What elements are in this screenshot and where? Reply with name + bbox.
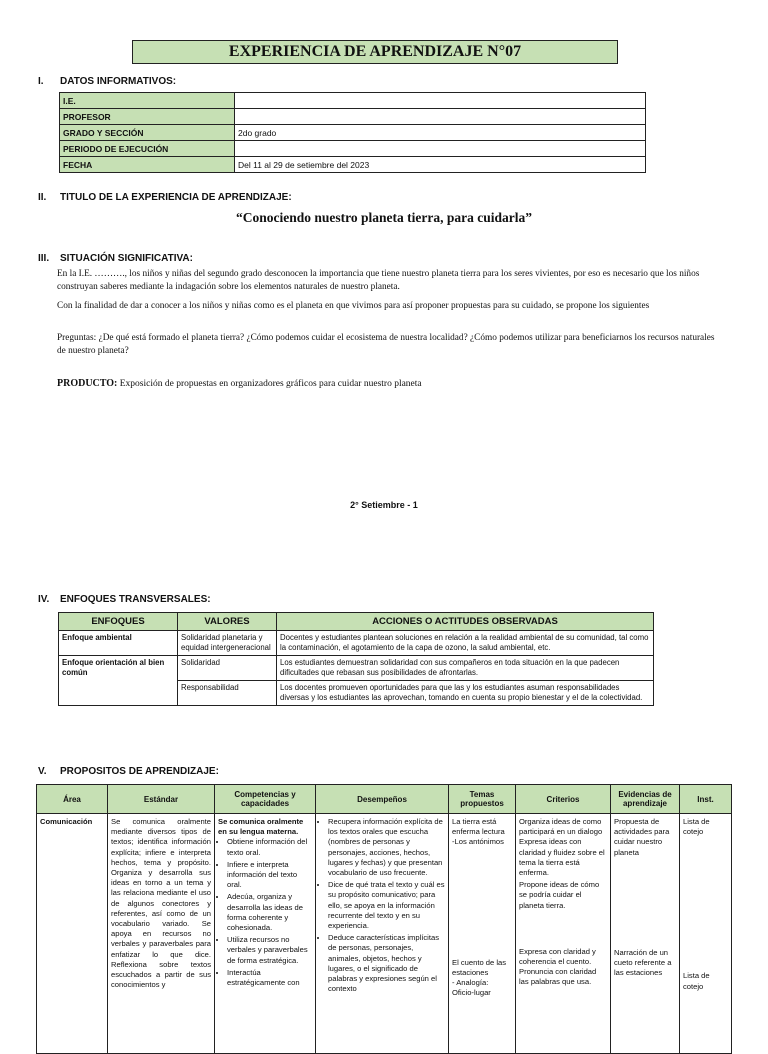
inst-cell [680, 814, 732, 1054]
info-value: 2do grado [235, 125, 646, 141]
list-item: • Infiere e interpreta información del texto oral. [227, 860, 312, 891]
table-row [60, 141, 646, 157]
criterio-item: Organiza ideas de como participará en un dialogo [519, 817, 603, 837]
criterio-item: Expresa ideas con claridad y fluidez sobre el tema la tierra está enferma. [519, 837, 605, 878]
list-item: • Adecúa, organiza y desarrolla las ideas de forma coherente y cohesionada. [227, 892, 312, 933]
list-item: • Dice de qué trata el texto y cuál es su propósito comunicativo; para ello, se apoya en la información recurrente del texto y en su experiencia. [328, 880, 445, 931]
accion-cell: Docentes y estudiantes plantean soluciones en relación a la realidad ambiental de su comunidad, tal como la contaminación, el agotamiento de la capa de ozono, la salud ambiental, etc. [277, 631, 654, 656]
tema-item: -Los antónimos [452, 837, 504, 847]
area-cell: Comunicación [37, 814, 108, 1054]
section-number: I. [38, 76, 44, 87]
table-row [37, 814, 732, 1054]
table-row [60, 93, 646, 109]
table-row [60, 109, 646, 125]
column-header: Temas propuestos [449, 785, 516, 814]
info-value [235, 93, 646, 109]
table-row [59, 656, 654, 681]
section-label: DATOS INFORMATIVOS: [60, 76, 177, 87]
column-header: Competencias y capacidades [215, 785, 316, 814]
table-row [60, 125, 646, 141]
tema-item: La tierra está enferma lectura [452, 817, 505, 837]
list-item: • Interactúa estratégicamente con [227, 968, 312, 988]
situation-paragraph-1: En la I.E. ………., los niños y niñas del segundo grado desconocen la importancia que tiene nuestro planeta tierra para los seres vivientes, por eso es necesario que los niños construyan saberes mediante la indagación sobre los elementos naturales de nuestro planeta. [57, 269, 700, 292]
experience-title: “Conociendo nuestro planeta tierra, para cuidarla” [236, 210, 532, 225]
estandar-cell: Se comunica oralmente mediante diversos tipos de textos; identifica información explícita; infiere e interpreta hechos, tema y propósito. Organiza y desarrolla sus ideas en torno a un tema y las relaciona mediante el uso de algunos conectores y referentes, así como de un vocabulario variado. Se apoya en recursos no verbales y paraverbales para enfatizar lo que dice. Reflexiona sobre textos escuchados a partir de sus conocimientos y [108, 814, 215, 1054]
column-header: Estándar [108, 785, 215, 814]
info-table [59, 92, 646, 173]
info-label: PERIODO DE EJECUCIÓN [60, 141, 235, 157]
document-title: EXPERIENCIA DE APRENDIZAJE N°07 [132, 40, 618, 64]
competencia-title: Se comunica oralmente en su lengua materna. [218, 817, 304, 837]
enfoque-cell: Enfoque ambiental [59, 631, 178, 656]
list-item: • Obtiene información del texto oral. [227, 837, 312, 857]
list-item: • Deduce características implícitas de personas, personajes, animales, objetos, hechos y lugares, o el significado de palabras y expresiones según el contexto [328, 933, 445, 994]
list-item: • Recupera información explícita de los textos orales que escucha (nombres de personas y personajes, acciones, hechos, lugares y fechas) y que presentan vocabulario de uso frecuente. [328, 817, 445, 878]
column-header: Desempeños [316, 785, 449, 814]
info-value [235, 141, 646, 157]
column-header: Inst. [680, 785, 732, 814]
situation-questions: Preguntas: ¿De qué está formado el planeta tierra? ¿Cómo podemos cuidar el ecosistema de nuestra localidad? ¿Cómo podemos utilizar para beneficiarnos los recursos naturales de nuestro planeta? [57, 333, 715, 356]
enfoques-table [58, 612, 654, 706]
inst-item: Lista de cotejo [683, 817, 710, 837]
situation-paragraph-2: Con la finalidad de dar a conocer a los niños y niñas como es el planeta en que vivimos para así proponer propuestas para su cuidado, se propone los siguientes [57, 301, 650, 311]
section-heading-1 [38, 76, 176, 87]
evidencia-item: Narración de un cueto referente a las estaciones [614, 947, 672, 978]
section-heading-2 [38, 192, 292, 203]
column-header: Área [37, 785, 108, 814]
criterio-item: Propone ideas de cómo se podría cuidar el planeta tierra. [519, 880, 600, 910]
propositos-table [36, 784, 732, 1054]
section-number: III. [38, 253, 50, 264]
section-label: PROPOSITOS DE APRENDIZAJE: [60, 766, 219, 777]
tema-item: - Analogía: [452, 978, 489, 988]
section-label: ENFOQUES TRANSVERSALES: [60, 594, 211, 605]
column-header: ACCIONES O ACTITUDES OBSERVADAS [277, 613, 654, 631]
inst-item: Lista de cotejo [683, 971, 710, 991]
accion-cell: Los estudiantes demuestran solidaridad con sus compañeros en toda situación en la que padecen dificultades que rebasan sus posibilidades de afrontarlas. [277, 656, 654, 681]
section-number: V. [38, 766, 47, 777]
info-label: GRADO Y SECCIÓN [60, 125, 235, 141]
desempenos-list [319, 817, 445, 994]
accion-cell: Los docentes promueven oportunidades para que las y los estudiantes asuman responsabilidades diversas y los estudiantes las aprovechan, tomando en cuenta su propio bienestar y el de la colectividad. [277, 681, 654, 706]
producto-line [57, 378, 422, 389]
list-item: • Utiliza recursos no verbales y paraverbales de forma estratégica. [227, 935, 312, 966]
enfoque-cell: Enfoque orientación al bien común [59, 656, 178, 706]
capacidades-list [218, 837, 312, 988]
temas-cell [449, 814, 516, 1054]
table-header-row [59, 613, 654, 631]
evidencia-item: Propuesta de actividades para cuidar nuestro planeta [614, 817, 670, 857]
info-label: I.E. [60, 93, 235, 109]
column-header: ENFOQUES [59, 613, 178, 631]
section-heading-4 [38, 594, 211, 605]
section-number: IV. [38, 594, 50, 605]
valor-cell: Solidaridad planetaria y equidad intergeneracional [178, 631, 277, 656]
criterios-cell [516, 814, 611, 1054]
table-header-row [37, 785, 732, 814]
desempenos-cell [316, 814, 449, 1054]
table-row [60, 157, 646, 173]
section-number: II. [38, 192, 47, 203]
column-header: VALORES [178, 613, 277, 631]
criterio-item: Expresa con claridad y coherencia el cuento. [519, 946, 596, 967]
tema-item: El cuento de las estaciones [452, 957, 507, 977]
valor-cell: Responsabilidad [178, 681, 277, 706]
tema-item: Oficio-lugar [452, 988, 491, 998]
producto-text: Exposición de propuestas en organizadores gráficos para cuidar nuestro planeta [119, 379, 422, 389]
section-heading-5 [38, 766, 219, 777]
info-value [235, 109, 646, 125]
section-label: TITULO DE LA EXPERIENCIA DE APRENDIZAJE: [60, 192, 292, 203]
info-label: PROFESOR [60, 109, 235, 125]
column-header: Criterios [516, 785, 611, 814]
info-value: Del 11 al 29 de setiembre del 2023 [235, 157, 646, 173]
column-header: Evidencias de aprendizaje [611, 785, 680, 814]
producto-label: PRODUCTO: [57, 378, 118, 389]
evidencias-cell [611, 814, 680, 1054]
info-label: FECHA [60, 157, 235, 173]
date-label: 2° Setiembre - 1 [350, 500, 418, 510]
table-row [59, 631, 654, 656]
section-heading-3 [38, 253, 193, 264]
competencias-cell [215, 814, 316, 1054]
section-label: SITUACIÓN SIGNIFICATIVA: [60, 253, 193, 264]
valor-cell: Solidaridad [178, 656, 277, 681]
criterio-item: Pronuncia con claridad las palabras que usa. [519, 967, 597, 987]
